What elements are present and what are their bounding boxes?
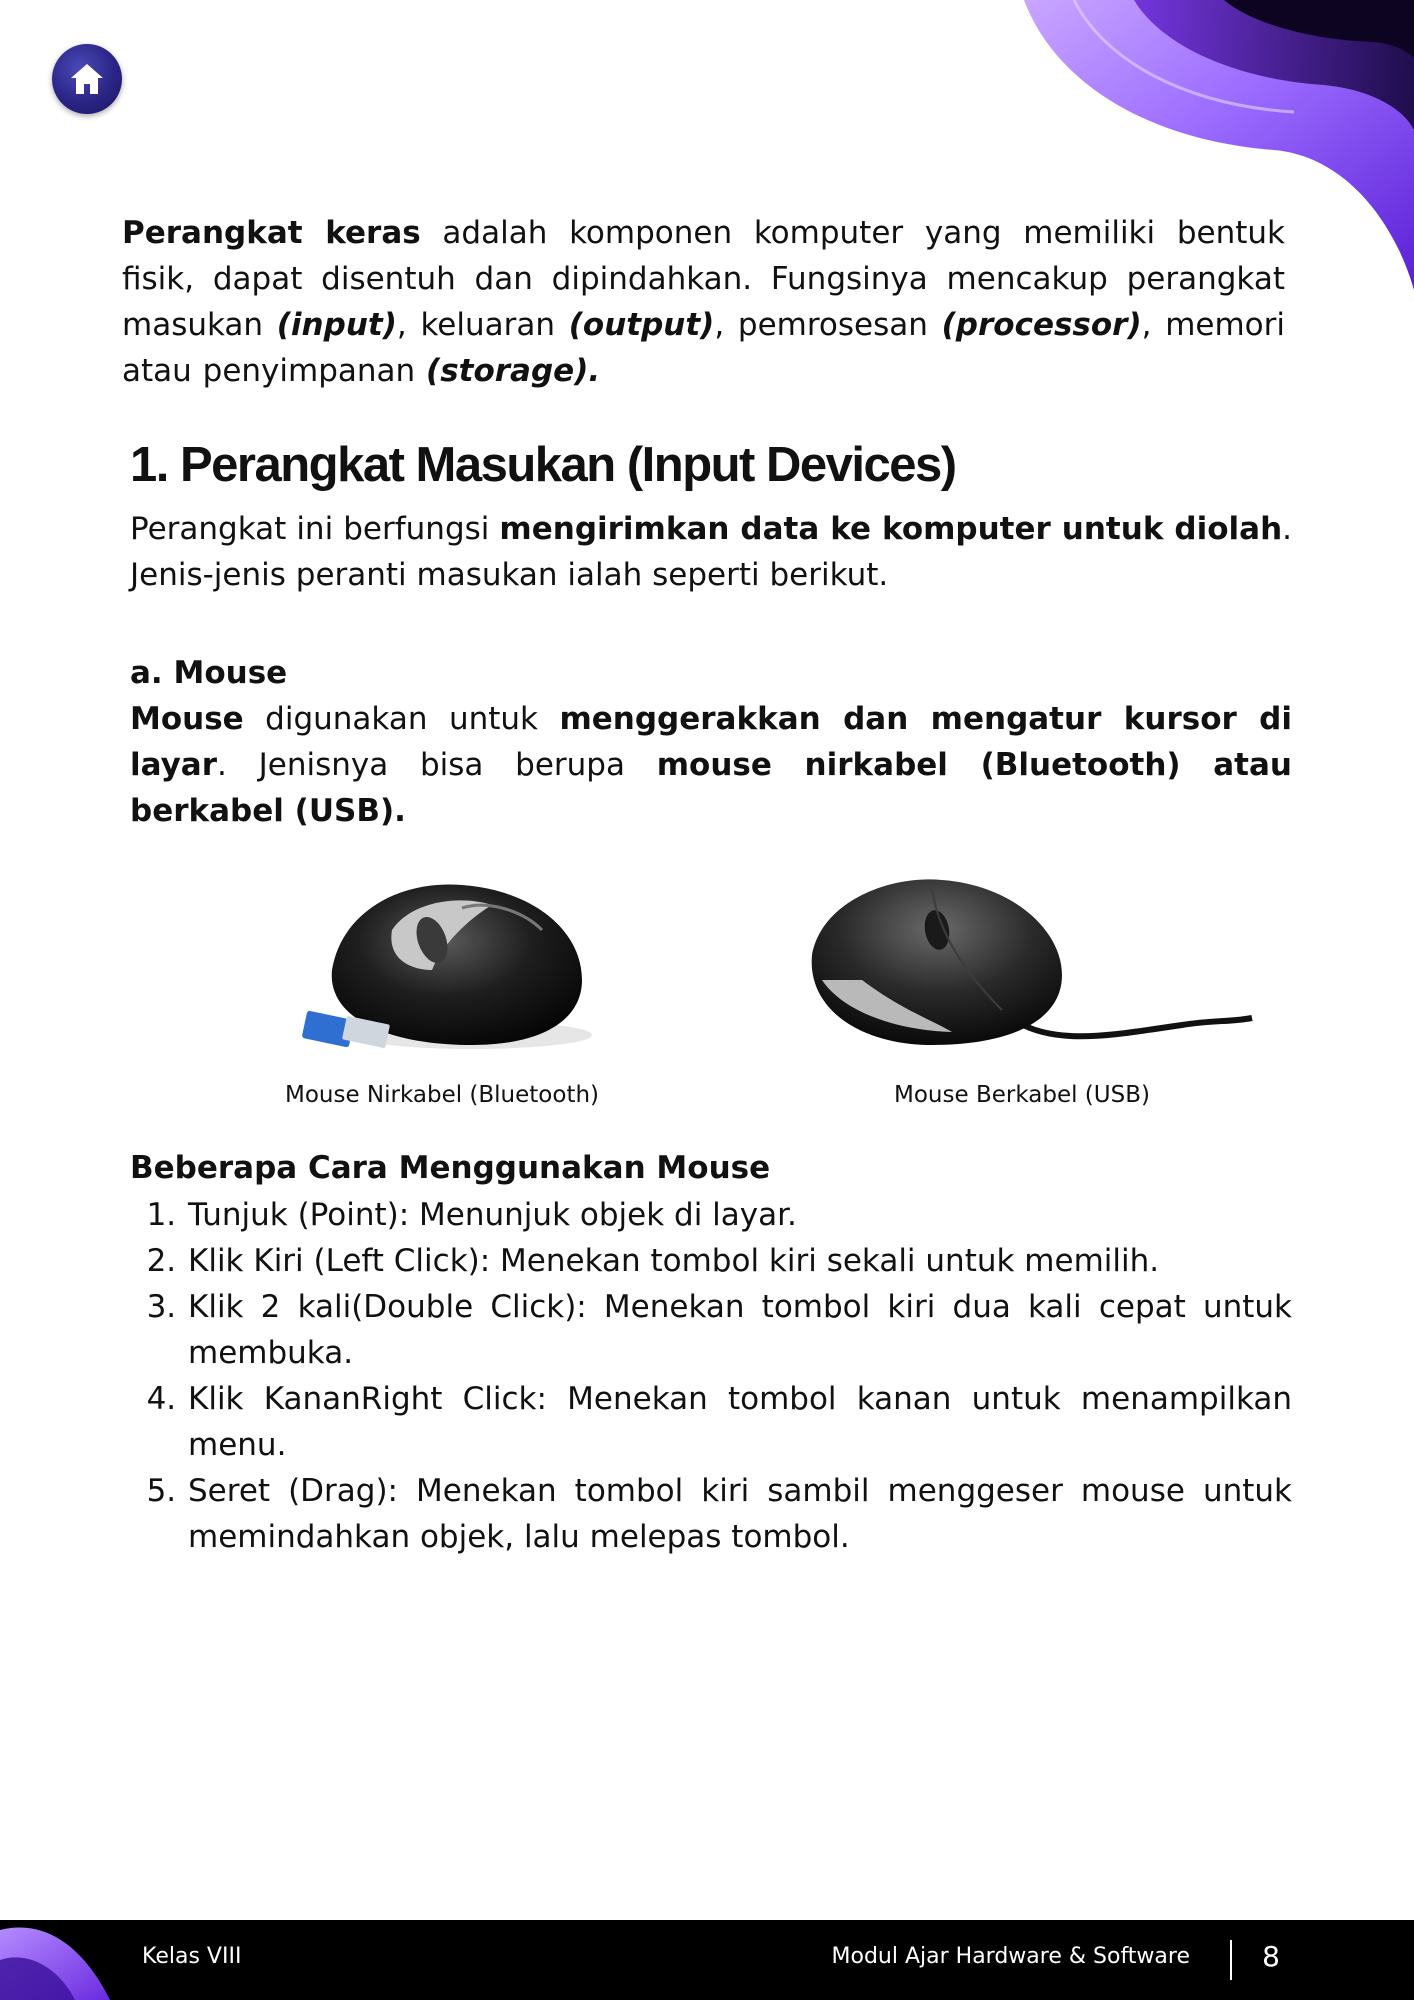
section-intro-text: Perangkat ini berfungsi [130,511,500,547]
section-title: 1. Perangkat Masukan (Input Devices) [130,438,956,492]
page-footer [0,1920,1414,2000]
home-icon [68,61,106,97]
footer-divider [1230,1940,1232,1980]
mouse-desc-bold: menggerakkan dan mengatur kursor di layar [130,701,1292,783]
decorative-wave-footer [0,1920,130,2000]
section-intro-text: . Jenis-jenis peranti masukan ialah seperti berikut. [130,511,1292,593]
home-button[interactable] [52,44,122,114]
section-intro-bold: mengirimkan data ke komputer untuk diolah [499,511,1283,547]
mouse-desc-text: digunakan untuk [243,701,560,737]
caption-wireless-mouse: Mouse Nirkabel (Bluetooth) [284,1082,600,1108]
footer-module-title: Modul Ajar Hardware & Software [831,1944,1190,1969]
mouse-heading: a. Mouse [130,655,288,691]
mouse-desc-bold: Mouse [130,701,244,737]
page-number: 8 [1262,1940,1280,1973]
caption-wired-mouse: Mouse Berkabel (USB) [894,1082,1150,1108]
footer-class-label: Kelas VIII [142,1944,242,1969]
list-item: 3. Klik 2 kali(Double Click): Menekan tombol kiri dua kali cepat untuk membuka. [186,1284,1292,1376]
mouse-desc-bold: mouse nirkabel (Bluetooth) atau berkabel (USB). [130,747,1292,829]
mouse-description [130,696,1292,834]
term-storage: (storage). [426,353,601,389]
usage-steps-list [130,1192,1292,1560]
intro-text: , pemrosesan [714,307,942,343]
intro-paragraph [122,210,1285,394]
list-item: 2. Klik Kiri (Left Click): Menekan tombol kiri sekali untuk memilih. [186,1238,1292,1284]
usage-title: Beberapa Cara Menggunakan Mouse [130,1150,771,1186]
list-item: 5. Seret (Drag): Menekan tombol kiri sambil menggeser mouse untuk memindahkan objek, lalu melepas tombol. [186,1468,1292,1560]
wireless-mouse-icon [272,860,612,1080]
intro-text: adalah komponen komputer yang memiliki bentuk fisik, dapat disentuh dan dipindahkan. Fungsinya mencakup perangkat masukan [122,215,1285,343]
term-processor: (processor) [941,307,1142,343]
figure-wireless-mouse [272,860,612,1110]
term-perangkat-keras: Perangkat keras [122,215,421,251]
mouse-desc-text: . Jenisnya bisa berupa [217,747,657,783]
intro-text: , keluaran [396,307,569,343]
wired-mouse-icon [782,860,1262,1080]
intro-text: , memori atau penyimpanan [122,307,1285,389]
page-content [122,210,1292,1555]
figure-wired-mouse [782,860,1262,1110]
list-item: 4. Klik KananRight Click: Menekan tombol kanan untuk menampilkan menu. [186,1376,1292,1468]
list-item: 1. Tunjuk (Point): Menunjuk objek di layar. [186,1192,1292,1238]
term-input: (input) [276,307,397,343]
term-output: (output) [568,307,715,343]
section-intro [130,506,1292,598]
